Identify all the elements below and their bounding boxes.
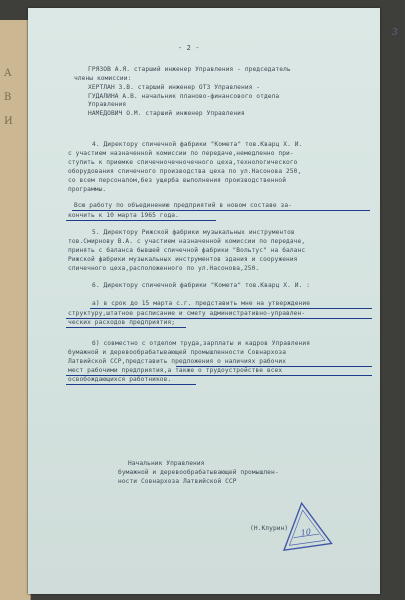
item-b-line: мест рабочими предприятия,а также о трудоустройстве всех — [68, 367, 283, 374]
paragraph-4-underlined-line: кончить к 10 марта 1965 года. — [68, 212, 179, 219]
paragraph-4-line: программы. — [68, 186, 107, 193]
paragraph-4-line: ступить к приемке спичечночечночечного цеха,технологического — [68, 159, 298, 166]
underline-mark — [66, 384, 196, 385]
folder-letter: А — [4, 68, 12, 79]
members-line: Управления — [88, 101, 127, 108]
paragraph-6-intro: 6. Директору спичечной фабрики "Комета" тов.Кварц Х. И. : — [92, 282, 311, 289]
folder-edge — [0, 20, 31, 600]
underline-mark — [66, 327, 186, 328]
underline-mark — [90, 308, 372, 309]
item-b-line: бумажной и деревообрабатывающей промышленности Совнархоза — [68, 349, 287, 356]
paragraph-4-line: со всем персоналом,без ущерба выполнения производственной — [68, 177, 287, 184]
paragraph-4-line: оборудования спичечного производства цеха по ул.Насонова 250, — [68, 168, 302, 175]
folder-letter: И — [4, 116, 13, 127]
item-b-line: б) совместно с отделом труда,зарплаты и кадров Управления — [92, 340, 311, 347]
signatory-name: (Н.Клурин) — [250, 525, 289, 532]
corner-page-number: 3 — [392, 28, 398, 38]
paragraph-5-line: тов.Смирнову В.А. с участием назначенной комиссии по передаче, — [68, 238, 306, 245]
members-line: ХЕРТЛАН З.В. старший инженер ОТЗ Управления - — [88, 84, 261, 91]
underline-mark — [72, 210, 370, 211]
paragraph-4-underlined-line: Всю работу по объединению предприятий в новом составе за- — [74, 202, 293, 209]
paragraph-4-line: с участием назначенной комиссии по передаче,немедленно при- — [68, 150, 294, 157]
item-b-line: освобождающихся работников. — [68, 376, 172, 383]
item-b-line: Латвийской ССР,представить предложения о наличиях рабочих — [68, 358, 287, 365]
archive-stamp — [275, 497, 336, 558]
members-line: члены комиссии: — [74, 75, 132, 82]
members-line: НАМЕДОВИЧ О.М. старший инженер Управления — [88, 110, 245, 117]
item-a-line: ческих расходов предприятия; — [68, 319, 176, 326]
item-a-line: структуру,штатное расписание и смету административно-управлен- — [68, 310, 306, 317]
paragraph-4-line: 4. Директору спичечной фабрики "Комета" тов.Кварц Х. И. — [92, 141, 303, 148]
item-a-line: а) в срок до 15 марта с.г. представить мне на утверждение — [92, 300, 311, 307]
members-line: ГРЯЗОВ А.Я. старший инженер Управления - председатель — [88, 66, 291, 73]
paragraph-5-line: 5. Директору Рижской фабрики музыкальных инструментов — [92, 229, 295, 236]
signature-line: бумажной и деревообрабатывающей промышлен- — [118, 469, 279, 476]
signature-line: ности Совнархоза Латвийской ССР — [118, 478, 237, 485]
paragraph-5-line: принять с баланса бывшей спичечной фабрики "Вольтус" на баланс — [68, 247, 306, 254]
folder-letter: В — [4, 92, 12, 103]
signature-line: Начальник Управления — [128, 460, 205, 467]
members-line: ГУДАЛИНА А.В. начальник планово-финансового отдела — [88, 93, 280, 100]
underline-mark — [66, 220, 216, 221]
stamp-number: 10 — [300, 527, 312, 538]
paragraph-5-line: спичечного цеха,расположенного по ул.Насонова,250. — [68, 265, 260, 272]
page-header: - 2 - — [178, 44, 200, 52]
paragraph-5-line: Рижской фабрики музыкальных инструментов здания и сооружения — [68, 256, 298, 263]
